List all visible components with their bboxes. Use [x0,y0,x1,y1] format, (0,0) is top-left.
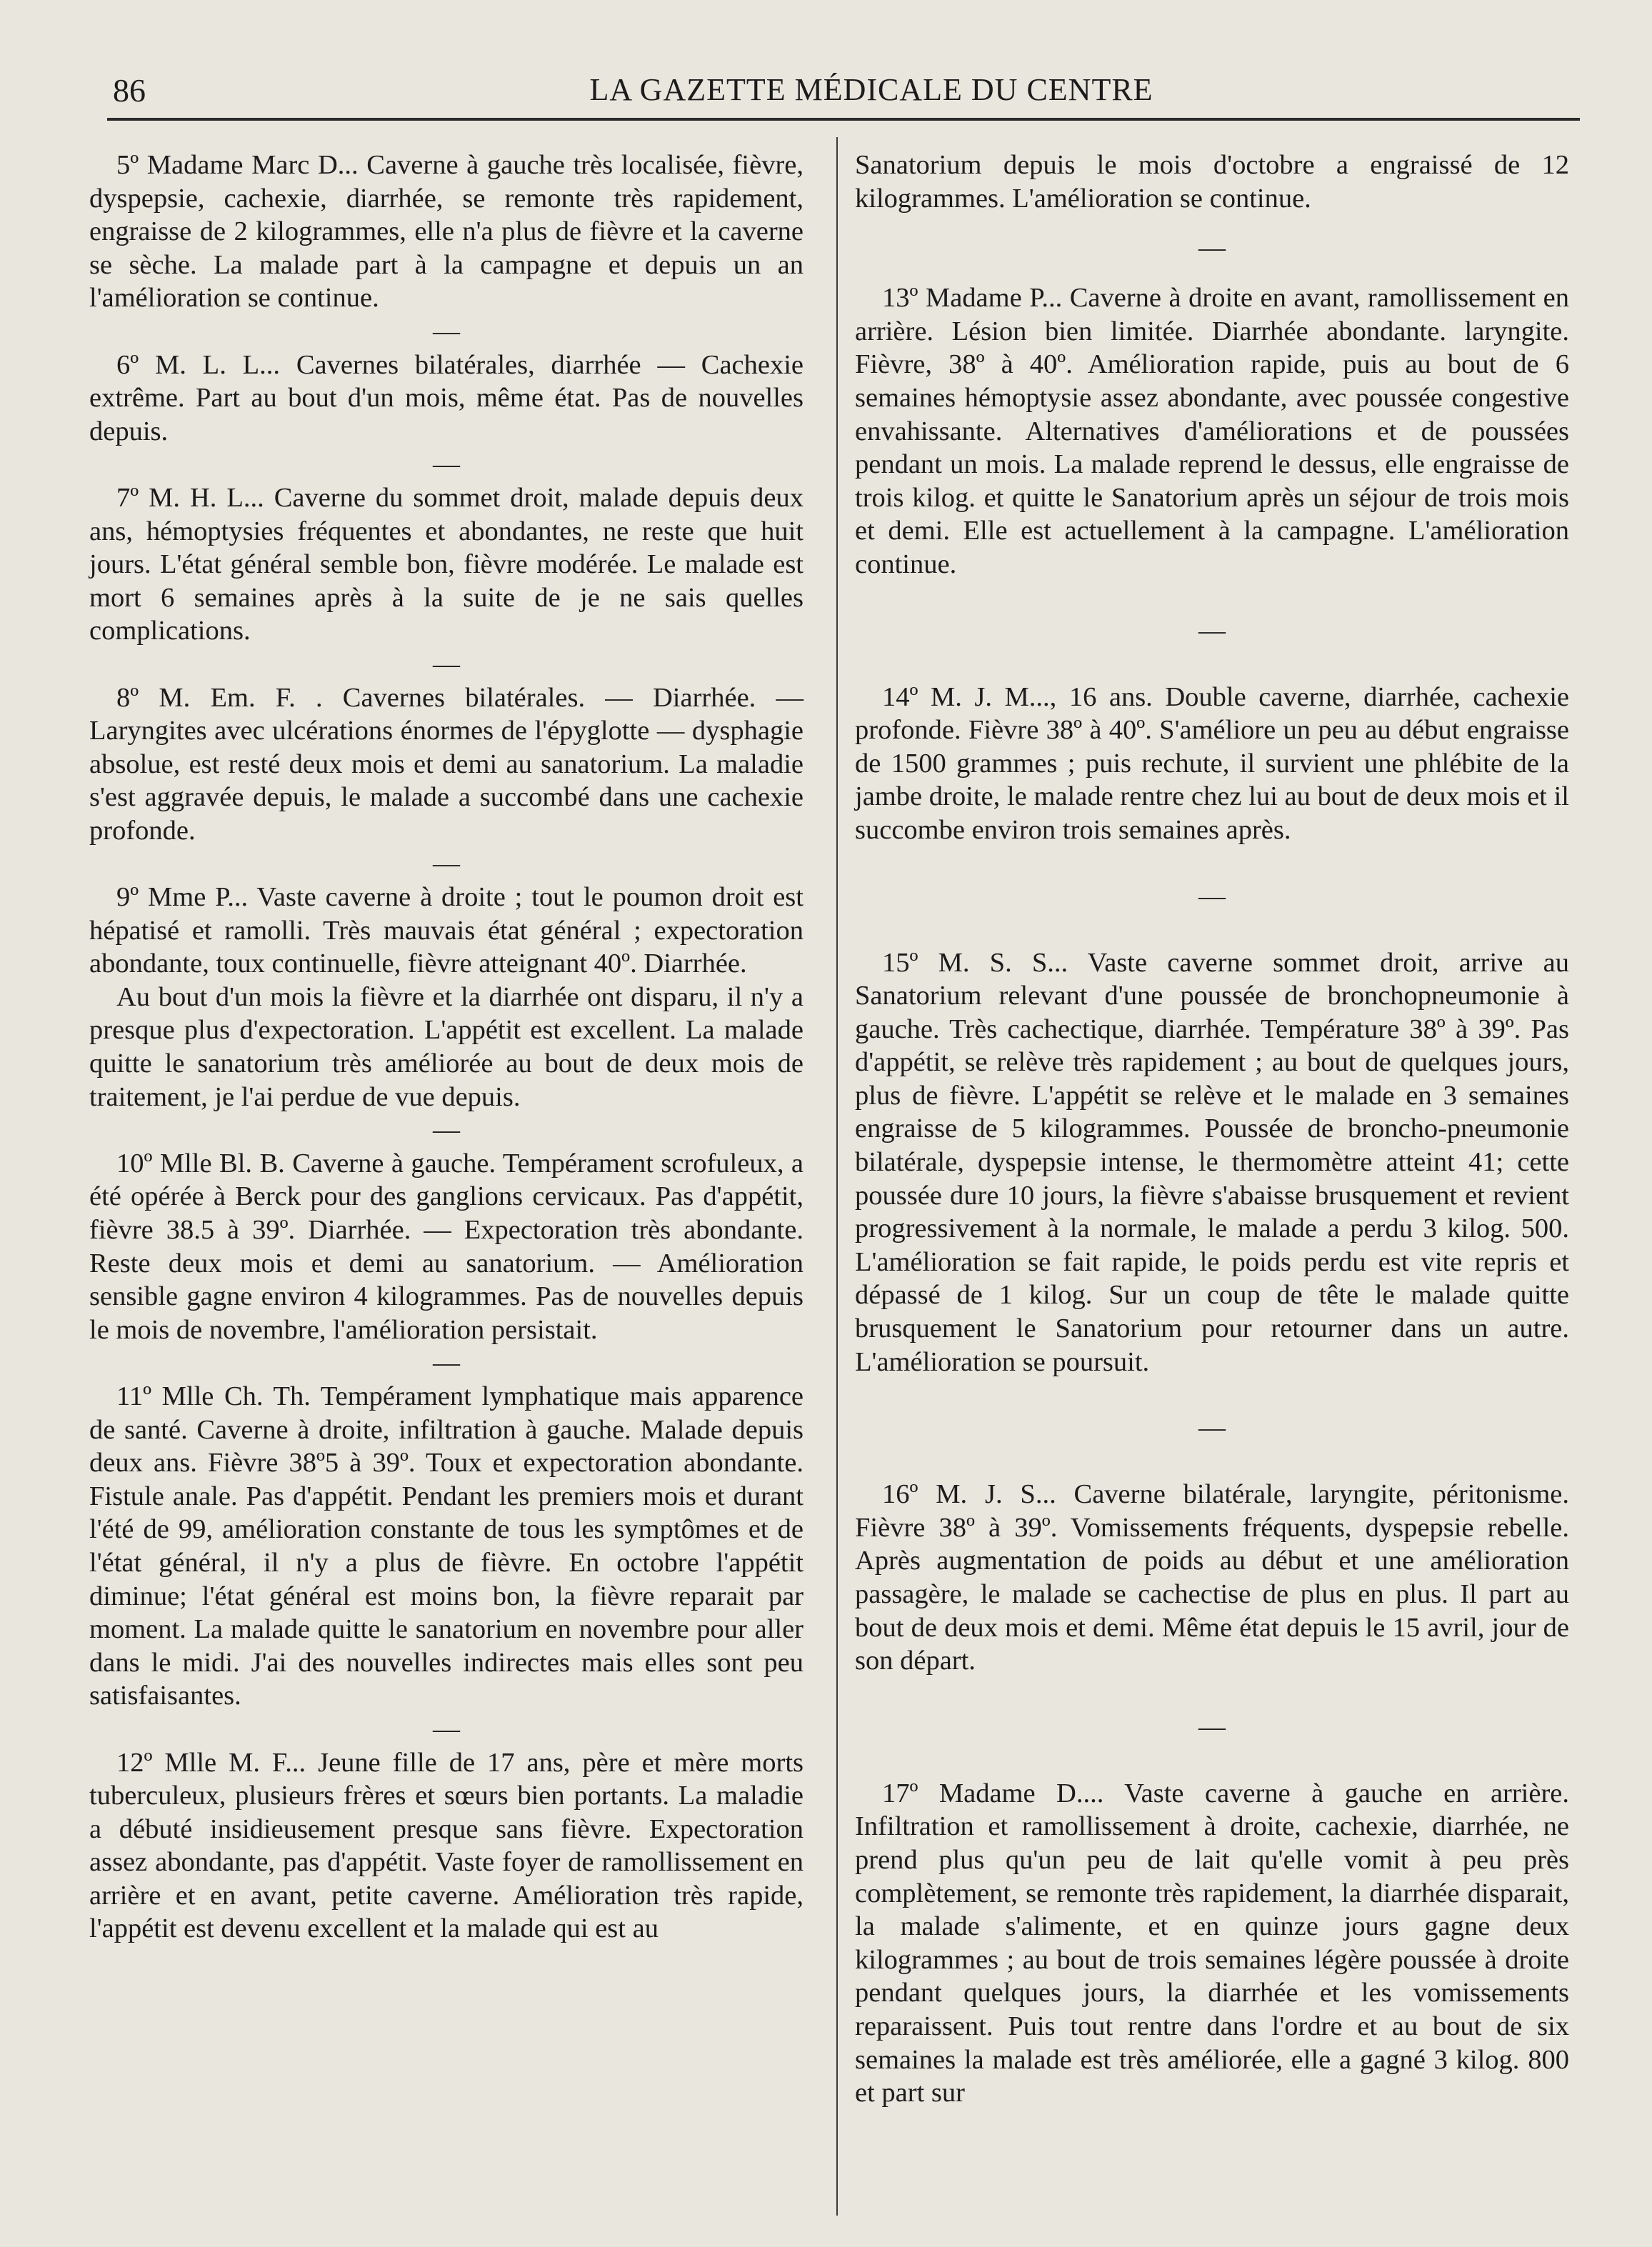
case-separator: — [433,649,460,679]
case-9: 9º Mme P... Vaste caverne à droite ; tout le poumon droit est hépatisé et ramolli. Très mauvais état général ; expectoration abondante, toux continuelle, fièvre atteignant 40º. Diarrhée. [89,882,804,979]
case-separator: — [1198,1711,1226,1742]
case-15: 15º M. S. S... Vaste caverne sommet droit, arrive au Sanatorium relevant d'une poussée de bronchopneumonie à gauche. Très cachectique, diarrhée. Température 38º à 39º. Pas d'appétit, se relève très rapidement ; au bout de quelques jours, plus de fièvre. L'appétit se relève et le malade en 3 semaines engraisse de 5 kilogrammes. Poussée de broncho-pneumonie bilatérale, dyspepsie intense, le thermomètre atteint 41; cette poussée dure 10 jours, la fièvre s'abaisse brusquement et revient progressivement à la normale, le malade a perdu 3 kilog. 500. L'amélioration se fait rapide, le poids perdu est vite repris et dépassé de 1 kilog. Sur un coup de tête le malade quitte brusquement le Sanatorium pour retourner dans un autre. L'amélioration se poursuit. [855,947,1569,1377]
header-rule [107,118,1580,121]
left-column [89,149,804,1946]
right-column [855,149,1569,2110]
case-separator: — [433,449,460,480]
case-6: 6º M. L. L... Cavernes bilatérales, diarrhée — Cachexie extrême. Part au bout d'un mois, même état. Pas de nouvelles depuis. [89,349,804,446]
case-14: 14º M. J. M..., 16 ans. Double caverne, diarrhée, cachexie profonde. Fièvre 38º à 40º. S'améliore un peu au début engraisse de 1500 grammes ; puis rechute, il survient une phlébite de la jambe droite, le malade rentre chez lui au bout de deux mois et il succombe environ trois semaines après. [855,681,1569,845]
case-7: 7º M. H. L... Caverne du sommet droit, malade depuis deux ans, hémoptysies fréquentes et abondantes, ne reste que huit jours. L'état général semble bon, fièvre modérée. Le malade est mort 6 semaines après à la suite de je ne sais quelles complications. [89,482,804,646]
case-separator: — [1198,881,1226,911]
page-number: 86 [113,72,146,109]
case-separator: — [433,849,460,879]
case-separator: — [433,1115,460,1146]
case-separator: — [1198,615,1226,646]
running-title: LA GAZETTE MÉDICALE DU CENTRE [589,72,1153,107]
case-13: 13º Madame P... Caverne à droite en avant, ramollissement en arrière. Lésion bien limitée. Diarrhée abondante. laryngite. Fièvre, 38º à 40º. Amélioration rapide, puis au bout de 6 semaines hémoptysie assez abondante, avec poussée congestive envahissante. Alternatives d'améliorations et de poussées pendant un mois. La malade reprend le dessus, elle engraisse de trois kilog. et quitte le Sanatorium après un séjour de trois mois et demi. Elle est actuellement à la campagne. L'amélioration continue. [855,283,1569,579]
case-12-continued: Sanatorium depuis le mois d'octobre a engraissé de 12 kilogrammes. L'amélioration se continue. [855,150,1569,214]
column-divider [836,137,838,2216]
case-separator: — [1198,233,1226,264]
case-separator: — [433,316,460,346]
case-17: 17º Madame D.... Vaste caverne à gauche en arrière. Infiltration et ramollissement à droite, cachexie, diarrhée, ne prend plus qu'un peu de lait qu'elle vomit à peu près complètement, se remonte très rapidement, la diarrhée disparait, la malade s'alimente, et en quinze jours gagne deux kilogrammes ; au bout de trois semaines légère poussée à droite pendant quelques jours, la diarrhée et les vomissements reparaissent. Puis tout rentre dans l'ordre et au bout de six semaines la malade est très améliorée, elle a gagné 3 kilog. 800 et part sur [855,1778,1569,2108]
case-separator: — [1198,1413,1226,1443]
case-separator: — [433,1348,460,1378]
page-header [107,66,1578,116]
case-11: 11º Mlle Ch. Th. Tempérament lymphatique mais apparence de santé. Caverne à droite, infiltration à gauche. Malade depuis deux ans. Fièvre 38º5 à 39º. Toux et expectoration abondante. Fistule anale. Pas d'appétit. Pendant les premiers mois et durant l'été de 99, amélioration constante de tous les symptômes et de l'état général, il n'y a plus de fièvre. En octobre l'appétit diminue; l'état général est moins bon, la fièvre reparait par moment. La malade quitte le sanatorium en novembre pour aller dans le midi. J'ai des nouvelles indirectes mais elles sont peu satisfaisantes. [89,1381,804,1711]
case-16: 16º M. J. S... Caverne bilatérale, laryngite, péritonisme. Fièvre 38º à 39º. Vomissements fréquents, dyspepsie rebelle. Après augmentation de poids au début et une amélioration passagère, le malade se cachectise de plus en plus. Il part au bout de deux mois et demi. Même état depuis le 15 avril, jour de son départ. [855,1479,1569,1676]
case-9-continued: Au bout d'un mois la fièvre et la diarrhée ont disparu, il n'y a presque plus d'expectoration. L'appétit est excellent. La malade quitte le sanatorium très améliorée au bout de deux mois de traitement, je l'ai perdue de vue depuis. [89,981,804,1112]
case-5: 5º Madame Marc D... Caverne à gauche très localisée, fièvre, dyspepsie, cachexie, diarrhée, se remonte très rapidement, engraisse de 2 kilogrammes, elle n'a plus de fièvre et la caverne se sèche. La malade part à la campagne et depuis un an l'amélioration se continue. [89,150,804,314]
case-10: 10º Mlle Bl. B. Caverne à gauche. Tempérament scrofuleux, a été opérée à Berck pour des ganglions cervicaux. Pas d'appétit, fièvre 38.5 à 39º. Diarrhée. — Expectoration très abondante. Reste deux mois et demi au sanatorium. — Amélioration sensible gagne environ 4 kilogrammes. Pas de nouvelles depuis le mois de novembre, l'amélioration persistait. [89,1148,804,1345]
case-8: 8º M. Em. F. . Cavernes bilatérales. — Diarrhée. — Laryngites avec ulcérations énormes de l'épyglotte — dysphagie absolue, est resté deux mois et demi au sanatorium. La maladie s'est aggravée depuis, le malade a succombé dans une cachexie profonde. [89,682,804,846]
case-separator: — [433,1713,460,1744]
case-12: 12º Mlle M. F... Jeune fille de 17 ans, père et mère morts tuberculeux, plusieurs frères et sœurs bien portants. La maladie a débuté insidieusement presque sans fièvre. Expectoration assez abondante, pas d'appétit. Vaste foyer de ramollissement en arrière et en avant, petite caverne. Amélioration très rapide, l'appétit est devenu excellent et la malade qui est au [89,1747,804,1944]
